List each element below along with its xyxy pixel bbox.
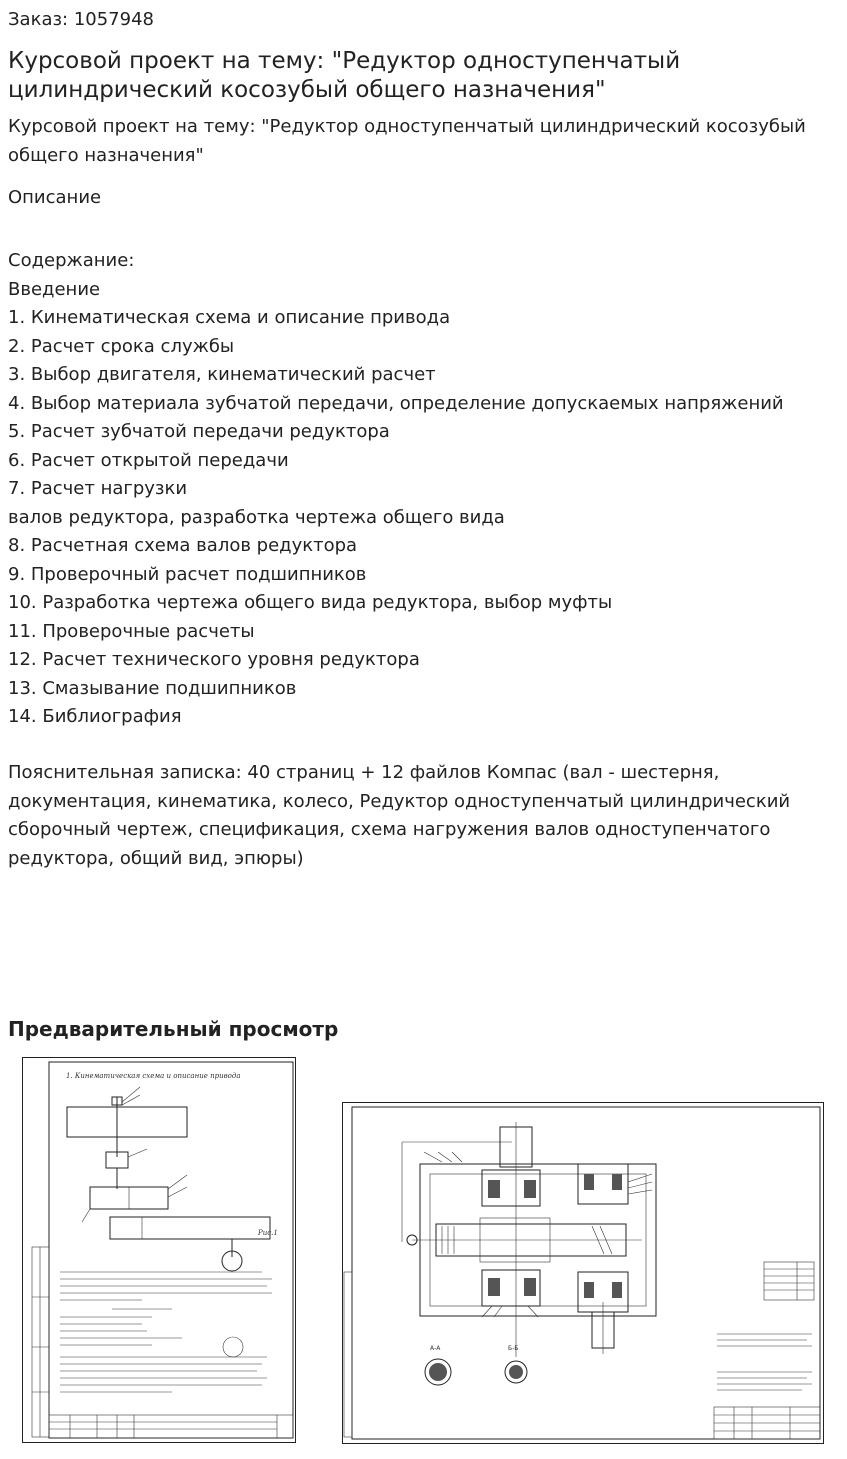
figure-label: Рис.1 <box>258 1229 278 1237</box>
contents-item: 10. Разработка чертежа общего вида редуктора, выбор муфты <box>8 592 613 613</box>
explanatory-note: Пояснительная записка: 40 страниц + 12 файлов Компас (вал - шестерня, документация, кинематика, колесо, Редуктор одноступенчатый цилиндрический сборочный чертеж, спецификация, схема нагружения валов одноступенчатого редуктора, общий вид, эпюры) <box>8 762 791 869</box>
contents-item: 11. Проверочные расчеты <box>8 620 255 642</box>
contents-item: 7. Расчет нагрузки <box>8 478 188 499</box>
contents-item: 2. Расчет срока службы <box>8 335 235 357</box>
preview-image-assembly-drawing[interactable] <box>342 1102 824 1444</box>
contents-item: 3. Выбор двигателя, кинематический расчет <box>8 364 436 385</box>
contents-item: 6. Расчет открытой передачи <box>8 449 289 471</box>
order-number: Заказ: 1057948 <box>8 9 154 30</box>
section-a-label: А-А <box>430 1345 441 1352</box>
contents-item: 5. Расчет зубчатой передачи редуктора <box>8 421 390 442</box>
contents-heading: Содержание: <box>8 250 135 271</box>
contents-item: Введение <box>8 278 101 300</box>
page-title: Курсовой проект на тему: "Редуктор одноступенчатый цилиндрический косозубый общего назначения" <box>8 48 681 103</box>
contents-item: 12. Расчет технического уровня редуктора <box>8 649 420 670</box>
table-of-contents <box>8 247 843 732</box>
section-b-label: Б-Б <box>508 1345 519 1352</box>
contents-item: 13. Смазывание подшипников <box>8 677 297 699</box>
contents-item: 8. Расчетная схема валов редуктора <box>8 535 358 556</box>
description-heading: Описание <box>8 187 102 208</box>
contents-item: 9. Проверочный расчет подшипников <box>8 563 367 585</box>
contents-item: 4. Выбор материала зубчатой передачи, определение допускаемых напряжений <box>8 392 784 414</box>
contents-item: 1. Кинематическая схема и описание привода <box>8 307 451 328</box>
contents-item: 14. Библиография <box>8 706 182 727</box>
sheet-title: 1. Кинематическая схема и описание привода <box>66 1072 241 1080</box>
page-subtitle: Курсовой проект на тему: "Редуктор одноступенчатый цилиндрический косозубый общего назначения" <box>8 116 806 166</box>
preview-image-kinematic-scheme[interactable] <box>22 1057 296 1443</box>
contents-item: валов редуктора, разработка чертежа общего вида <box>8 506 505 528</box>
preview-heading: Предварительный просмотр <box>8 1017 339 1041</box>
